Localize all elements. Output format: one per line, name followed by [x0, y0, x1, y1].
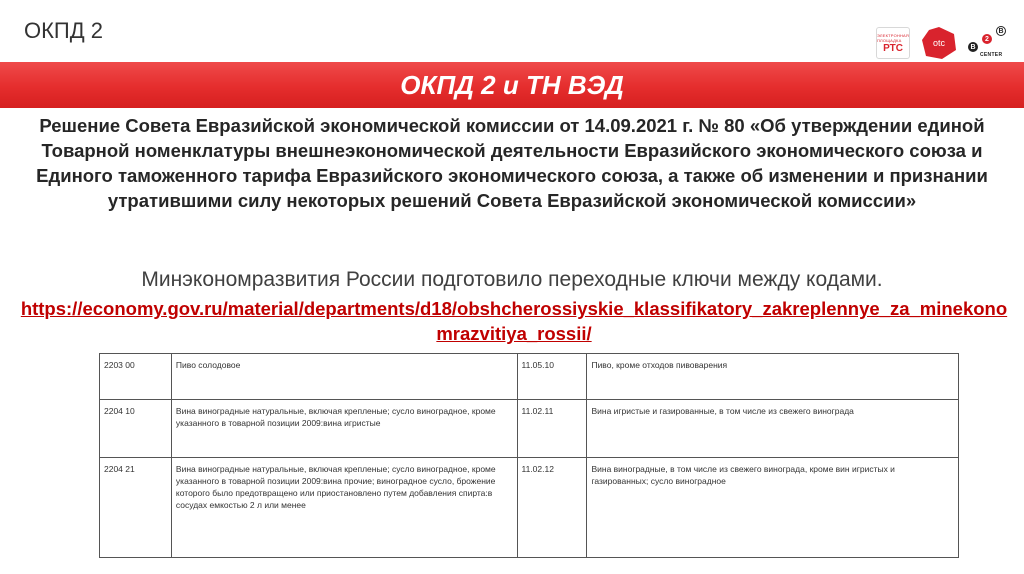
table-row: [100, 354, 959, 400]
okpd-code-cell: 11.02.12: [517, 458, 587, 558]
b2b-logo-center-text: CENTER: [980, 52, 1003, 58]
table-row: [100, 400, 959, 458]
okpd-desc-cell: Вина игристые и газированные, в том числе из свежего винограда: [587, 400, 959, 458]
rts-logo-caption: ЭЛЕКТРОННАЯ ПЛОЩАДКА: [876, 32, 910, 43]
partner-logos: [876, 26, 1010, 60]
okpd-desc-cell: Вина виноградные, в том числе из свежего винограда, кроме вин игристых и газированных; сусло виноградное: [587, 458, 959, 558]
okpd-code-cell: 11.05.10: [517, 354, 587, 400]
slide-section-title: ОКПД 2: [24, 18, 103, 43]
tnved-desc-cell: Вина виноградные натуральные, включая крепленые; сусло виноградное, кроме указанного в товарной позиции 2009:вина прочие; виноградное сусло, брожение которого было предотвращено или приостановлено путем добавления спирта:в сосудах емкостью 2 л или менее: [171, 458, 517, 558]
ministry-note: Минэкономразвития России подготовило переходные ключи между кодами.: [141, 268, 883, 291]
table-row: [100, 458, 959, 558]
decision-text: Решение Совета Евразийской экономической комиссии от 14.09.2021 г. № 80 «Об утверждении единой Товарной номенклатуры внешнеэкономической деятельности Евразийского экономического союза и Единого таможенного тарифа Евразийского экономического союза, а также об изменении и признании утратившими силу некоторых решений Совета Евразийской экономической комиссии»: [36, 115, 988, 211]
otc-logo[interactable]: [920, 26, 958, 60]
okpd-desc-cell: Пиво, кроме отходов пивоварения: [587, 354, 959, 400]
tnved-desc-cell: Пиво солодовое: [171, 354, 517, 400]
rts-logo-text: РТС: [883, 42, 903, 54]
tnved-code-cell: 2204 21: [100, 458, 172, 558]
rts-logo[interactable]: [876, 27, 910, 59]
b2b-logo-b2: B: [996, 26, 1006, 36]
tnved-desc-cell: Вина виноградные натуральные, включая крепленые; сусло виноградное, кроме указанного в товарной позиции 2009:вина игристые: [171, 400, 517, 458]
slide-title: ОКПД 2 и ТН ВЭД: [400, 69, 624, 100]
b2b-logo-2: 2: [982, 34, 992, 44]
b2b-logo-b1: B: [968, 42, 978, 52]
transition-keys-table: [99, 353, 959, 574]
tnved-code-cell: 2203 00: [100, 354, 172, 400]
tnved-code-cell: 2204 10: [100, 400, 172, 458]
okpd-code-cell: 11.02.11: [517, 400, 587, 458]
otc-logo-text: otc: [932, 38, 945, 48]
ministry-link[interactable]: https://economy.gov.ru/material/departments/d18/obshcherossiyskie_klassifikatory_zakreplennye_za_minekonomrazvitiya_rossii/: [20, 298, 1008, 344]
b2b-center-logo[interactable]: [968, 26, 1010, 60]
title-banner: [0, 62, 1024, 108]
mapping-table: [99, 353, 959, 558]
